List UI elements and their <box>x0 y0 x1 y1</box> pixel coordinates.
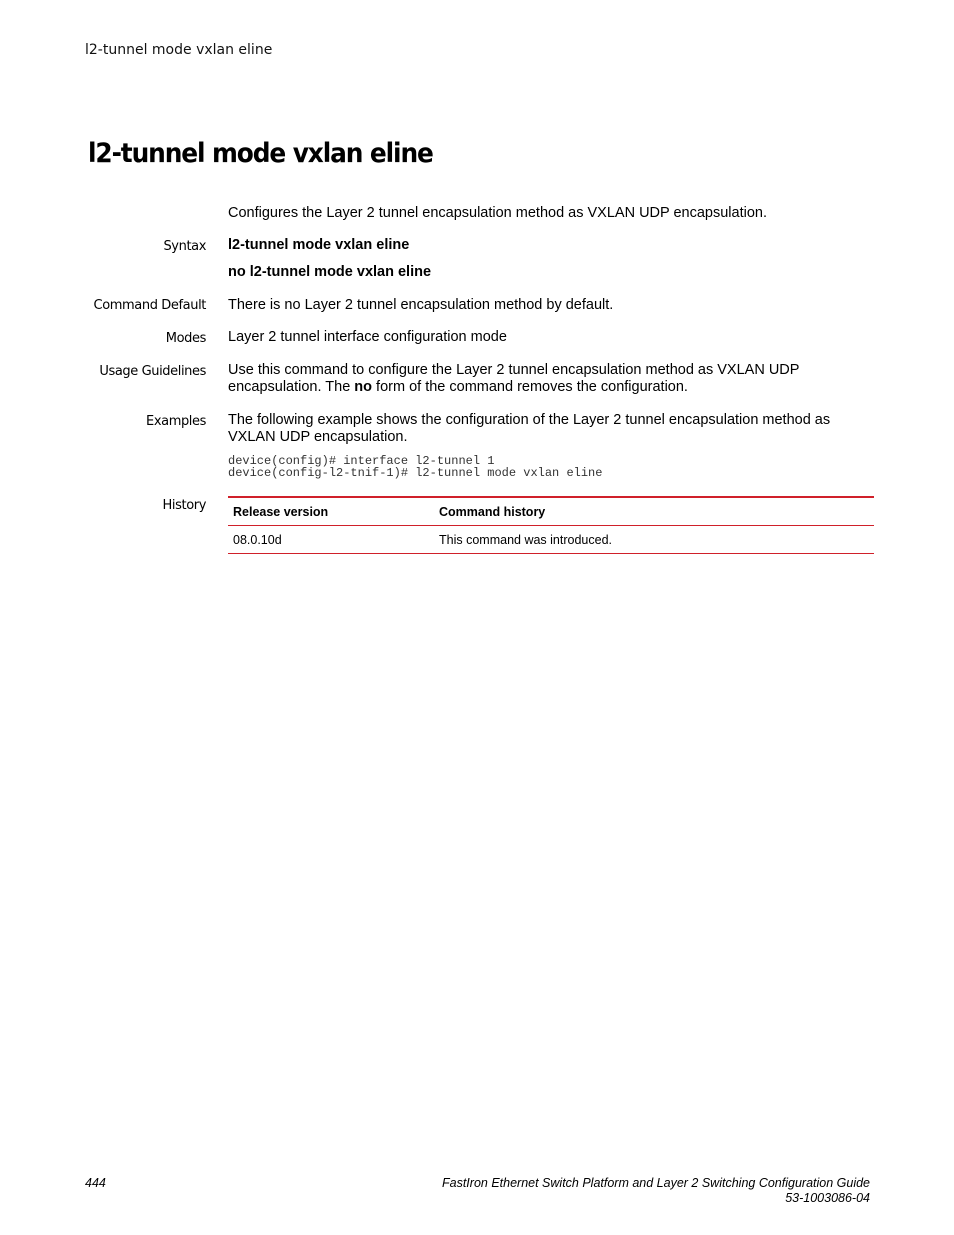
doc-number: 53-1003086-04 <box>785 1191 870 1205</box>
syntax-line-1: l2-tunnel mode vxlan eline <box>228 237 410 253</box>
code-line-2: device(config-l2-tnif-1)# l2-tunnel mode vxlan eline <box>228 466 603 480</box>
history-table <box>228 496 874 554</box>
modes-text: Layer 2 tunnel interface configuration mode <box>228 329 507 345</box>
usage-text-before: Use this command to configure the Layer 2 tunnel encapsulation method as VXLAN UDP encapsulation. The <box>228 362 800 395</box>
page-title: l2-tunnel mode vxlan eline <box>88 138 433 169</box>
history-header-row <box>228 497 874 526</box>
syntax-label: Syntax <box>163 239 206 254</box>
usage-guidelines-label: Usage Guidelines <box>99 364 206 379</box>
usage-guidelines-text <box>228 362 808 396</box>
column-header-release: Release version <box>233 504 329 519</box>
syntax-line-2: no l2-tunnel mode vxlan eline <box>228 264 432 280</box>
guide-title: FastIron Ethernet Switch Platform and Layer 2 Switching Configuration Guide <box>442 1176 870 1190</box>
footer-guide-info <box>442 1176 870 1206</box>
page-number: 444 <box>85 1176 106 1190</box>
column-header-history: Command history <box>439 504 546 519</box>
description: Configures the Layer 2 tunnel encapsulation method as VXLAN UDP encapsulation. <box>228 205 767 221</box>
usage-text-after: form of the command removes the configuration. <box>372 379 688 395</box>
examples-label: Examples <box>146 414 206 429</box>
code-line-1: device(config)# interface l2-tunnel 1 <box>228 454 495 468</box>
table-row <box>228 526 874 554</box>
history-cell: This command was introduced. <box>439 532 612 547</box>
command-default-label: Command Default <box>93 298 206 313</box>
running-header: l2-tunnel mode vxlan eline <box>85 42 273 58</box>
history-label: History <box>162 498 206 513</box>
examples-text: The following example shows the configuration of the Layer 2 tunnel encapsulation method as VXLAN UDP encapsulation. <box>228 412 831 445</box>
command-default-text: There is no Layer 2 tunnel encapsulation method by default. <box>228 297 614 313</box>
release-cell: 08.0.10d <box>233 532 282 547</box>
usage-text-bold: no <box>354 379 373 395</box>
modes-label: Modes <box>165 331 206 346</box>
